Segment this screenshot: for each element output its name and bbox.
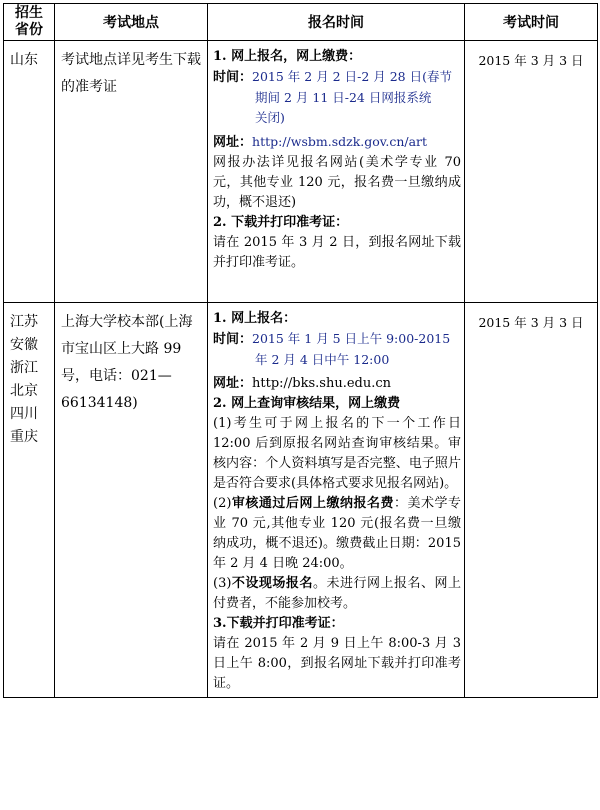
registration-url-link[interactable]: http://bks.shu.edu.cn [252,376,392,391]
para-rest: 。未进行网上报名、网上付费者，不能参加校考。 [213,576,461,611]
location-cell: 上海大学校本部(上海市宝山区上大路 99 号，电话：021—66134148) [55,303,208,698]
registration-cell [208,41,465,303]
para-number: (3) [213,576,232,591]
reg-heading-1: 1. 网上报名，网上缴费： [213,49,362,64]
header-row [4,4,598,41]
header-province [4,4,55,41]
time-line-3: 关闭) [255,110,285,125]
registration-url-link[interactable]: http://wsbm.sdzk.gov.cn/art [252,134,428,149]
reg-heading-3: 3.下载并打印准考证： [213,616,344,631]
province-cell [4,41,55,303]
province-name: 安徽 [10,337,38,353]
para-rest: ：美术学专业 70 元,其他专业 120 元(报名费一旦缴纳成功，概不退还)。缴费截止日期：2015 年 2 月 4 日晚 24:00。 [213,496,461,571]
province-name: 山东 [10,52,38,68]
reg-paragraph-3 [213,574,461,614]
province-name: 浙江 [10,360,38,376]
header-province-line2: 省份 [15,22,43,38]
para-number: (2) [213,496,232,511]
reg-paragraph-2 [213,494,461,574]
registration-cell [208,303,465,698]
time-line-2: 期间 2 月 11 日-24 日网报系统 [255,90,432,105]
para-bold: 不设现场报名 [231,576,313,591]
table-row [4,303,598,698]
province-name: 重庆 [10,429,38,445]
exam-time-cell: 2015 年 3 月 3 日 [465,41,598,303]
exam-schedule-table [3,3,598,698]
time-label: 时间： [213,332,253,347]
header-location: 考试地点 [55,4,208,41]
header-registration: 报名时间 [208,4,465,41]
para-bold: 审核通过后网上缴纳报名费 [231,496,394,511]
exam-time-cell: 2015 年 3 月 3 日 [465,303,598,698]
header-province-line1: 招生 [15,5,43,21]
time-line-2: 年 2 月 4 日中午 12:00 [255,352,390,367]
location-cell: 考试地点详见考生下载的准考证 [55,41,208,303]
time-line-1: 2015 年 1 月 5 日上午 9:00-2015 [252,331,451,346]
province-name: 江苏 [10,314,38,330]
reg-heading-1: 1. 网上报名： [213,311,297,326]
province-name: 四川 [10,406,38,422]
reg-heading-2: 2. 网上查询审核结果，网上缴费 [213,396,401,411]
time-line-1: 2015 年 2 月 2 日-2 月 28 日(春节 [252,69,452,84]
reg-detail: 网报办法详见报名网站(美术学专业 70 元，其他专业 120 元，报名费一旦缴纳成功，概不退还) [213,155,461,210]
time-label: 时间： [213,70,253,85]
download-instructions: 请在 2015 年 2 月 9 日上午 8:00-3 月 3 日上午 8:00，到报名网址下载并打印准考证。 [213,636,461,691]
download-instructions: 请在 2015 年 3 月 2 日，到报名网址下载并打印准考证。 [213,235,461,270]
table-row [4,41,598,303]
province-name: 北京 [10,383,38,399]
reg-paragraph-1: (1)考生可于网上报名的下一个工作日 12:00 后到原报名网站查询审核结果。审核内容：个人资料填写是否完整、电子照片是否符合要求(具体格式要求见报名网站)。 [213,416,461,491]
header-exam-time: 考试时间 [465,4,598,41]
url-label: 网址： [213,135,253,150]
reg-heading-2: 2. 下载并打印准考证： [213,215,349,230]
url-label: 网址： [213,376,253,391]
province-cell [4,303,55,698]
